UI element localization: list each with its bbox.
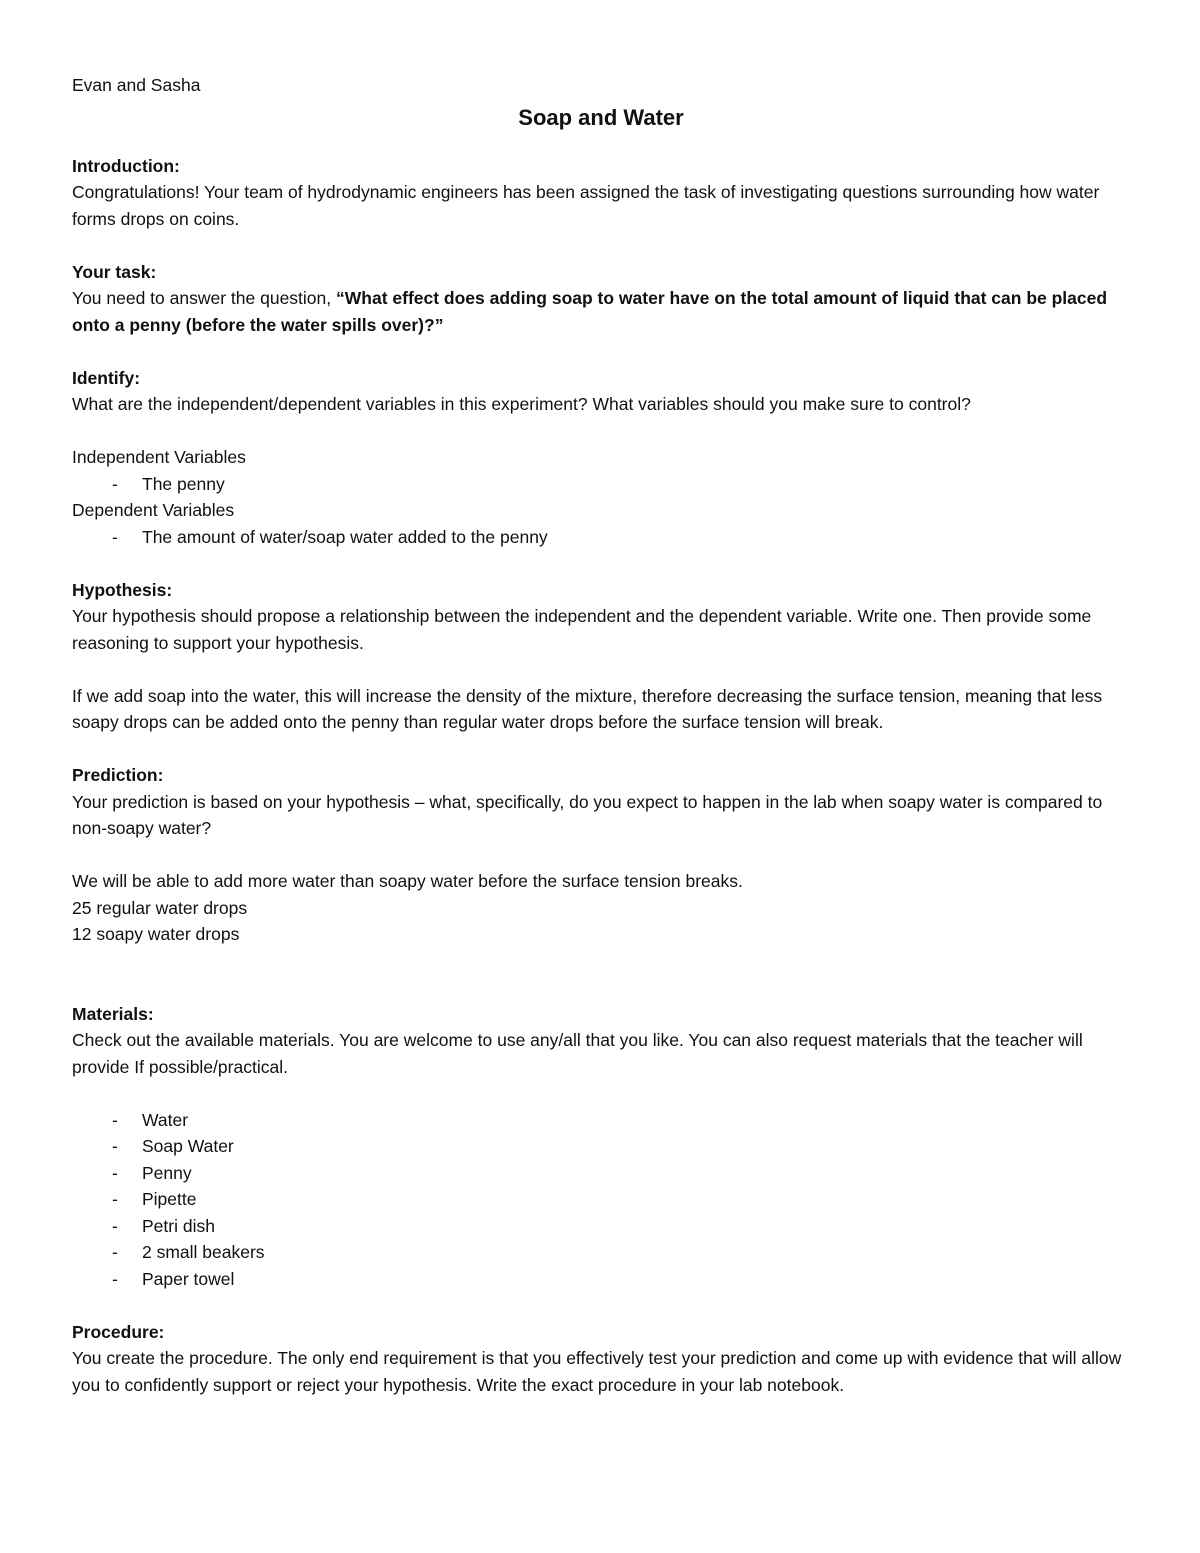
- task-lead: You need to answer the question,: [72, 288, 336, 308]
- task-question: “What effect does adding soap to water have on the total amount of liquid that can be placed onto a penny (before the water spills over)?”: [72, 288, 1108, 335]
- prediction-heading: Prediction:: [72, 765, 164, 785]
- independent-variables-list: [72, 471, 1130, 498]
- page-title: Soap and Water: [518, 104, 684, 130]
- procedure-section: [72, 1319, 1130, 1399]
- procedure-heading: Procedure:: [72, 1321, 165, 1342]
- identify-section: [72, 365, 1130, 551]
- materials-section: [72, 1001, 1130, 1293]
- list-item: - Pipette: [112, 1189, 197, 1209]
- list-item: - 2 small beakers: [112, 1242, 265, 1262]
- introduction-heading: Introduction:: [72, 155, 180, 176]
- materials-heading: Materials:: [72, 1003, 154, 1024]
- prediction-regular-drops: 25 regular water drops: [72, 897, 248, 918]
- list-item: - Paper towel: [112, 1268, 235, 1289]
- list-item: - Petri dish: [112, 1215, 215, 1236]
- hypothesis-section: [72, 577, 1130, 736]
- identify-text: What are the independent/dependent variables in this experiment? What variables should you make sure to control?: [72, 394, 971, 414]
- hypothesis-heading: Hypothesis:: [72, 579, 173, 600]
- independent-variables-label: Independent Variables: [72, 447, 246, 467]
- prediction-section: [72, 762, 1130, 948]
- hypothesis-prompt: Your hypothesis should propose a relationship between the independent and the dependent variable. Write one. Then provide some reasoning to support your hypothesis.: [72, 606, 1092, 653]
- task-heading: Your task:: [72, 261, 157, 282]
- prediction-prompt: Your prediction is based on your hypothesis – what, specifically, do you expect to happen in the lab when soapy water is compared to non-soapy water?: [72, 791, 1103, 838]
- introduction-text: Congratulations! Your team of hydrodynamic engineers has been assigned the task of investigating questions surrounding how water forms drops on coins.: [72, 182, 1100, 229]
- document-body: [72, 72, 1130, 1398]
- list-item: - Penny: [112, 1162, 192, 1183]
- task-section: [72, 259, 1130, 339]
- dependent-variables-label: Dependent Variables: [72, 500, 235, 520]
- list-item: - The penny: [112, 473, 225, 494]
- procedure-text: You create the procedure. The only end requirement is that you effectively test your prediction and come up with evidence that will allow you to confidently support or reject your hypothesis. Write the exact procedure in your lab notebook.: [72, 1348, 1122, 1395]
- author-line: Evan and Sasha: [72, 75, 201, 95]
- prediction-soapy-drops: 12 soapy water drops: [72, 924, 240, 944]
- dependent-variables-list: [72, 524, 1130, 551]
- hypothesis-answer: If we add soap into the water, this will increase the density of the mixture, therefore decreasing the surface tension, meaning that less soapy drops can be added onto the penny than regular water drops before the surface tension will break.: [72, 685, 1103, 732]
- prediction-answer: We will be able to add more water than soapy water before the surface tension breaks.: [72, 871, 743, 891]
- identify-heading: Identify:: [72, 367, 141, 388]
- introduction-section: [72, 153, 1130, 233]
- materials-text: Check out the available materials. You are welcome to use any/all that you like. You can also request materials that the teacher will provide If possible/practical.: [72, 1030, 1083, 1077]
- list-item: - Soap Water: [112, 1136, 234, 1156]
- task-text: [72, 285, 1130, 338]
- materials-list: [72, 1107, 1130, 1293]
- list-item: - Water: [112, 1109, 189, 1130]
- list-item: - The amount of water/soap water added to the penny: [112, 526, 548, 547]
